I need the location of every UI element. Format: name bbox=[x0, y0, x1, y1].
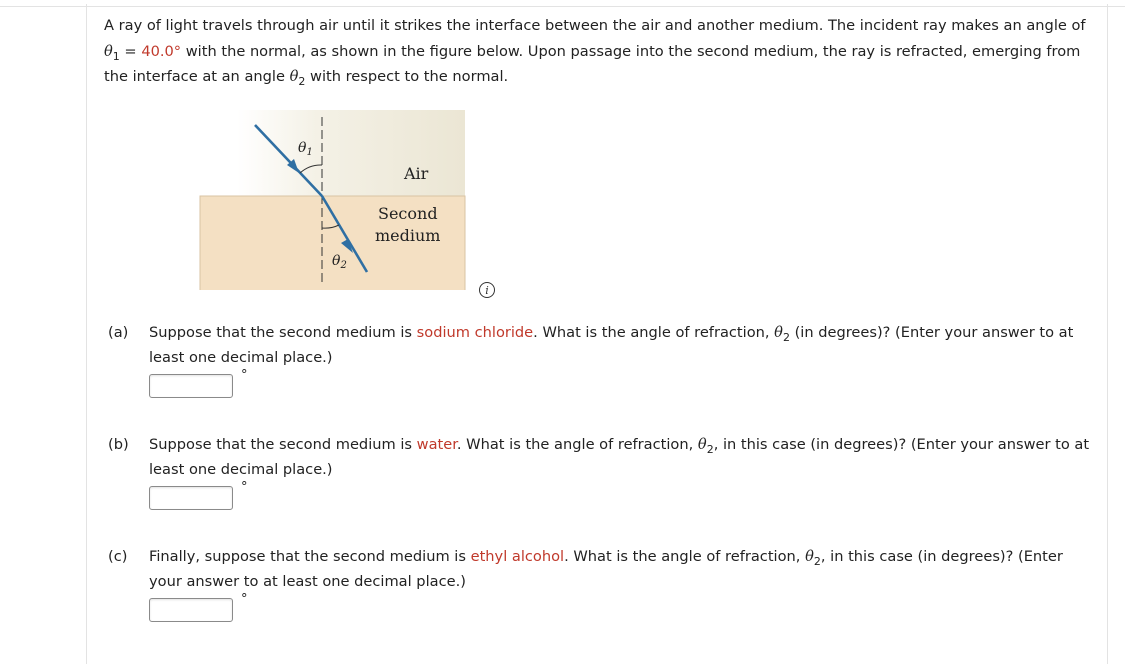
question-part-b bbox=[108, 432, 1098, 482]
intro-text-1: A ray of light travels through air until it strikes the interface between the air and another medium. The incident ray makes an angle of bbox=[104, 17, 1086, 34]
part-c-text bbox=[149, 544, 1098, 594]
air-region bbox=[237, 110, 465, 196]
part-b-substance: water bbox=[416, 436, 457, 453]
part-b-degree-unit: ° bbox=[241, 480, 248, 495]
theta1-label: $\theta_1$ bbox=[298, 140, 313, 158]
theta-1-symbol: θ bbox=[104, 42, 113, 60]
part-a-letter: (a) bbox=[108, 324, 129, 341]
incident-angle-value: 40.0° bbox=[141, 42, 182, 60]
air-label: Air bbox=[404, 164, 429, 183]
part-a-text bbox=[149, 320, 1098, 370]
part-b-text-3: , in this case (in degrees)? (Enter your answer to at least one decimal place.) bbox=[149, 436, 1090, 478]
intro-text-2: with the normal, as shown in the figure below. Upon passage into the second medium, the ray is refracted, emerging from the interface at an angle bbox=[104, 42, 1081, 85]
part-a-theta: θ bbox=[774, 324, 783, 341]
part-a-degree-unit: ° bbox=[241, 368, 248, 383]
part-b-sub: 2 bbox=[706, 443, 714, 456]
part-c-answer-group bbox=[149, 592, 248, 622]
part-b-letter: (b) bbox=[108, 436, 129, 453]
part-b-text-1: Suppose that the second medium is bbox=[149, 436, 417, 453]
intro-text-3: with respect to the normal. bbox=[305, 68, 509, 85]
equals-sign: = bbox=[119, 42, 142, 60]
part-c-letter: (c) bbox=[108, 548, 128, 565]
theta-1-subscript: 1 bbox=[112, 49, 120, 63]
part-c-text-2: . What is the angle of refraction, bbox=[564, 548, 806, 565]
second-medium-label-line2: medium bbox=[375, 226, 441, 245]
part-b-text-2: . What is the angle of refraction, bbox=[456, 436, 698, 453]
part-a-text-3: (in degrees)? (Enter your answer to at least one decimal place.) bbox=[149, 324, 1074, 366]
second-medium-label-line1: Second bbox=[378, 204, 438, 223]
part-c-substance: ethyl alcohol bbox=[470, 548, 565, 565]
problem-intro bbox=[104, 13, 1094, 90]
question-part-c bbox=[108, 544, 1098, 594]
part-b-theta: θ bbox=[697, 436, 707, 453]
part-c-degree-unit: ° bbox=[241, 592, 248, 607]
part-b-text bbox=[149, 432, 1098, 482]
theta-2-symbol: θ bbox=[289, 68, 299, 85]
part-a-text-2: . What is the angle of refraction, bbox=[533, 324, 775, 341]
theta2-label: $\theta_2$ bbox=[332, 253, 347, 271]
part-b-answer-group bbox=[149, 480, 248, 510]
part-a-answer-input[interactable] bbox=[149, 374, 233, 398]
part-c-answer-input[interactable] bbox=[149, 598, 233, 622]
part-a-text-1: Suppose that the second medium is bbox=[149, 324, 417, 341]
question-part-a bbox=[108, 320, 1098, 370]
svg-text:i: i bbox=[485, 284, 489, 297]
part-b-answer-input[interactable] bbox=[149, 486, 233, 510]
part-c-theta: θ bbox=[805, 548, 814, 565]
part-a-answer-group bbox=[149, 368, 248, 398]
theta-2-subscript: 2 bbox=[298, 75, 306, 88]
part-c-text-1: Finally, suppose that the second medium is bbox=[149, 548, 471, 565]
part-a-substance: sodium chloride bbox=[416, 324, 534, 341]
info-icon[interactable] bbox=[478, 281, 496, 299]
part-a-sub: 2 bbox=[782, 331, 790, 344]
refraction-figure bbox=[195, 105, 475, 290]
part-c-text-3: , in this case (in degrees)? (Enter your answer to at least one decimal place.) bbox=[149, 548, 1063, 590]
part-c-sub: 2 bbox=[813, 555, 821, 568]
